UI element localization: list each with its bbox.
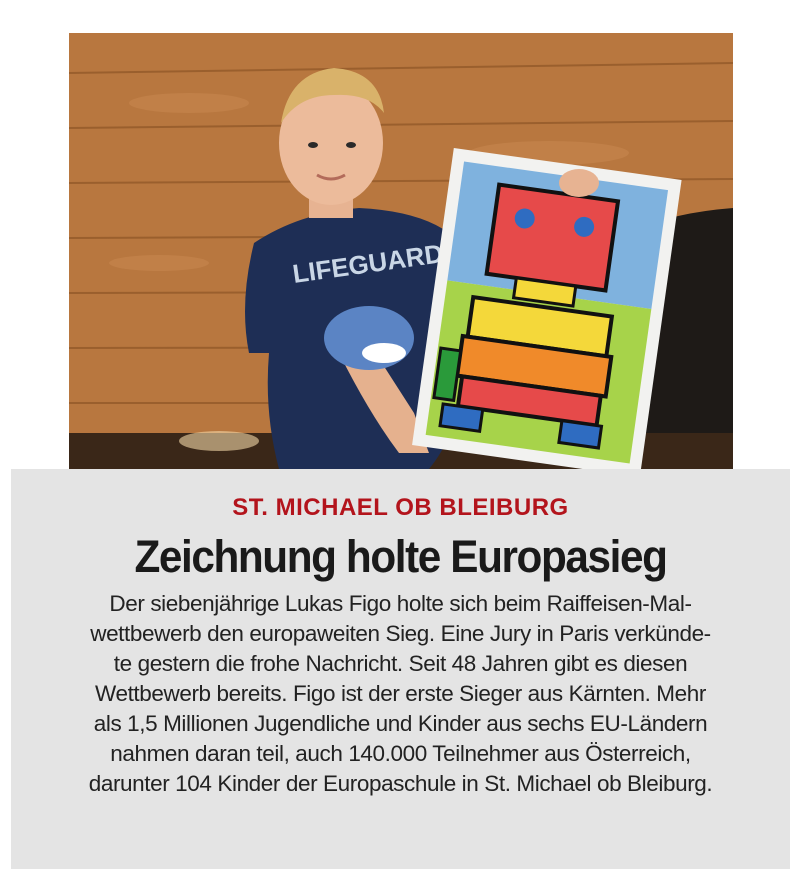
article-body [29,589,772,799]
article-body-line: darunter 104 Kinder der Europaschule in St. Michael ob Bleiburg. [88,771,713,796]
article-body-line: Wettbewerb bereits. Figo ist der erste Sieger aus Kärnten. Mehr [95,681,706,706]
article-body-line: te gestern die frohe Nachricht. Seit 48 Jahren gibt es diesen [113,651,688,676]
article-body-line: nahmen daran teil, auch 140.000 Teilnehmer aus Österreich, [110,741,691,766]
article-textbox [11,469,790,869]
tshirt-text: LIFEGUARD [290,238,446,289]
article-photo [69,33,733,469]
photo-illustration [69,33,733,469]
article-body-line: Der siebenjährige Lukas Figo holte sich beim Raiffeisen-Mal- [109,591,692,616]
article-headline: Zeichnung holte Europasieg [134,531,667,582]
article-kicker: ST. MICHAEL OB BLEIBURG [232,494,569,521]
article-body-line: wettbewerb den europaweiten Sieg. Eine Jury in Paris verkünde- [90,621,711,646]
article-body-line: als 1,5 Millionen Jugendliche und Kinder aus sechs EU-Ländern [93,711,708,736]
